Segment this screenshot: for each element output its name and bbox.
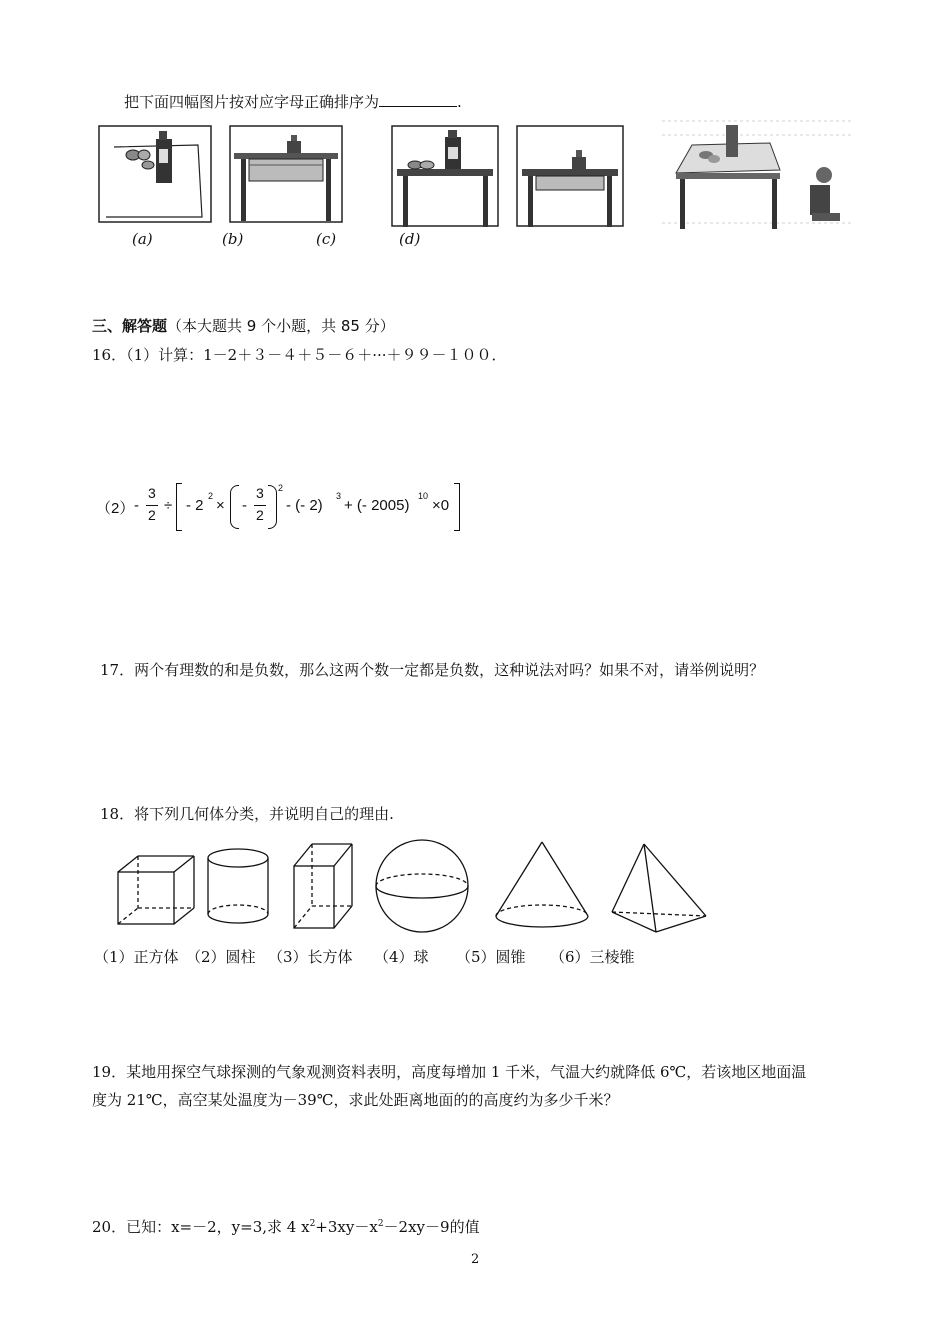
q17: 17．两个有理数的和是负数，那么这两个数一定都是负数，这种说法对吗？如果不对，请举例说明？ [100,661,765,679]
q20 [92,1214,480,1237]
picture-a [98,125,212,223]
paren-right [268,485,277,529]
q16-part2-label: （2） [96,500,135,517]
q19-line1: 19．某地用探空气球探测的气象观测资料表明，高度每增加 1 千米，气温大约就降低 6℃，若该地区地面温 [92,1063,807,1081]
neg-sign: - [134,497,139,514]
section-note: （本大题共 9 个小题，共 85 分） [167,317,395,335]
cuboid-shape [294,844,352,928]
q18-prompt: 18．将下列几何体分类，并说明自己的理由. [100,805,394,823]
section-heading [92,316,395,336]
q15-prompt [124,92,462,112]
bracket-left [176,483,182,531]
q20-sup1: 2 [309,1219,316,1229]
label-b: (b) [222,230,244,248]
solid-label-cylinder: （2）圆柱 [186,948,256,966]
exp-two: 2 [208,491,214,501]
solid-label-sphere: （4）球 [374,948,429,966]
fraction-bar-2 [254,505,266,506]
solid-label-cone: （5）圆锥 [456,948,526,966]
q15-prompt-text: 把下面四幅图片按对应字母正确排序为 [124,93,380,111]
q20-sup2: 2 [377,1219,384,1229]
q20-mid: +3xy－x [315,1218,378,1236]
bracket-right [454,483,460,531]
solid-label-cuboid: （3）长方体 [268,948,353,966]
exp-cube: 3 [336,491,342,501]
fraction-num-2: 3 [256,485,264,501]
exp-square: 2 [278,483,284,493]
neg-sign-2: - [242,497,247,514]
minus-neg-two: - (- 2) [286,497,323,514]
reference-scene [662,115,852,235]
cube-shape [118,856,194,924]
triangular-pyramid-shape [612,844,706,932]
times-sign: × [216,497,225,514]
minus-two: - 2 [186,497,204,514]
exp-ten: 10 [418,491,429,501]
page-number: 2 [471,1252,480,1267]
fraction-bar [146,505,158,506]
label-a: (a) [132,230,153,248]
cone-shape [496,842,588,927]
plus-term: + (- 2005) [344,497,410,514]
q16-part2 [96,483,466,533]
fraction-num: 3 [148,485,156,501]
section-title: 三、解答题 [92,317,168,335]
picture-d [516,125,624,227]
fraction-den-2: 2 [256,507,264,523]
answer-blank[interactable] [379,92,457,107]
fraction-den: 2 [148,507,156,523]
solid-label-pyramid: （6）三棱锥 [550,948,635,966]
picture-c [391,125,499,227]
solids-figure [110,838,720,938]
paren-left [230,485,239,529]
times-zero: ×0 [432,497,450,514]
q19-line2: 度为 21℃，高空某处温度为－39℃，求此处距离地面的的高度约为多少千米？ [92,1091,619,1109]
sphere-shape [376,840,468,932]
label-d: (d) [399,230,421,248]
solid-label-cube: （1）正方体 [94,948,179,966]
picture-b [229,125,343,223]
q20-post: －2xy－9的值 [383,1218,480,1236]
label-c: (c) [316,230,337,248]
q16-part1: 16．（1）计算：1－2＋３－４＋５－６＋···＋９９－１００． [92,346,507,364]
divide-sign: ÷ [164,497,173,514]
cylinder-shape [208,849,268,923]
q20-pre: 20．已知：x=－2，y=3,求 4 x [92,1218,310,1236]
q15-prompt-end: . [457,93,462,111]
